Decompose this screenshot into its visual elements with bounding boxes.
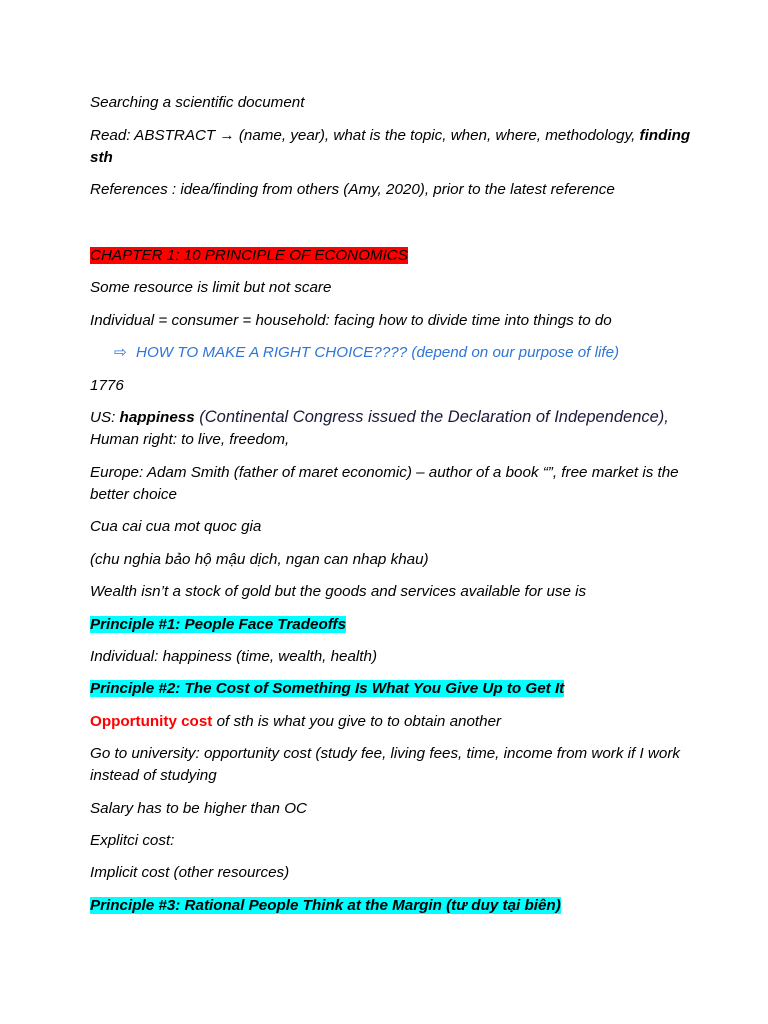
principle-2-heading [90,678,690,700]
text: Explitci cost: [90,832,175,849]
line-university-cont [90,765,690,787]
text-red: Opportunity cost [90,713,213,730]
line-read-abstract-cont [90,147,690,169]
chapter-heading [90,245,690,267]
line-chu-nghia [90,549,690,571]
line-resource [90,277,690,299]
text-bold: finding [639,127,691,144]
text: US: [90,409,120,426]
text: Read: ABSTRACT [90,127,220,144]
right-arrow-icon: → [219,127,235,144]
line-wealth [90,581,690,603]
text: (name, year), what is the topic, when, where, methodology, [234,127,640,144]
text: (chu nghia bảo hộ mậu dịch, ngan can nhap khau) [90,551,429,568]
text-arial: (Continental Congress issued the Declaration of Independence), [194,408,669,426]
line-university [90,743,690,765]
principle-1-heading [90,614,690,636]
highlighted-heading: Principle #2: The Cost of Something Is What You Give Up to Get It [90,680,565,697]
text: 1776 [90,377,124,394]
text: Some resource is limit but not scare [90,279,332,296]
line-opportunity-cost [90,711,690,733]
text-bold: sth [90,149,113,166]
principle-3-heading [90,895,690,917]
outline-arrow-icon: ⇨ [114,344,127,361]
line-human-right [90,429,690,451]
line-happiness [90,646,690,668]
text: Individual: happiness (time, wealth, health) [90,648,378,665]
text: better choice [90,486,177,503]
line-references [90,179,690,201]
text: Wealth isn’t a stock of gold but the goods and services available for use is [90,583,587,600]
text: Implicit cost (other resources) [90,864,290,881]
line-read-abstract [90,125,690,147]
text-bold: happiness [119,409,195,426]
text-blue: HOW TO MAKE A RIGHT CHOICE???? (depend on our purpose of life) [136,344,620,361]
text: Human right: to live, freedom, [90,431,290,448]
text: Searching a scientific document [90,94,305,111]
text: instead of studying [90,767,217,784]
line-individual [90,310,690,332]
line-year [90,375,690,397]
text: Cua cai cua mot quoc gia [90,518,262,535]
line-explicit [90,830,690,852]
highlighted-heading: CHAPTER 1: 10 PRINCIPLE OF ECONOMICS [90,247,408,264]
line-europe [90,462,690,484]
text: Salary has to be higher than OC [90,800,307,817]
line-searching [90,92,690,114]
text: Europe: Adam Smith (father of maret economic) – author of a book “”, free market is the [90,464,679,481]
text: Individual = consumer = household: facing how to divide time into things to do [90,312,612,329]
line-us [90,406,690,429]
text: References : idea/finding from others (Amy, 2020), prior to the latest reference [90,181,615,198]
line-right-choice [114,342,714,364]
text: of sth is what you give to to obtain another [212,713,502,730]
highlighted-heading: Principle #3: Rational People Think at the Margin (tư duy tại biên) [90,897,561,914]
line-implicit [90,862,690,884]
line-salary [90,798,690,820]
line-cua-cai [90,516,690,538]
text: Go to university: opportunity cost (study fee, living fees, time, income from work if I work [90,745,680,762]
line-europe-cont [90,484,690,506]
highlighted-heading: Principle #1: People Face Tradeoffs [90,616,347,633]
